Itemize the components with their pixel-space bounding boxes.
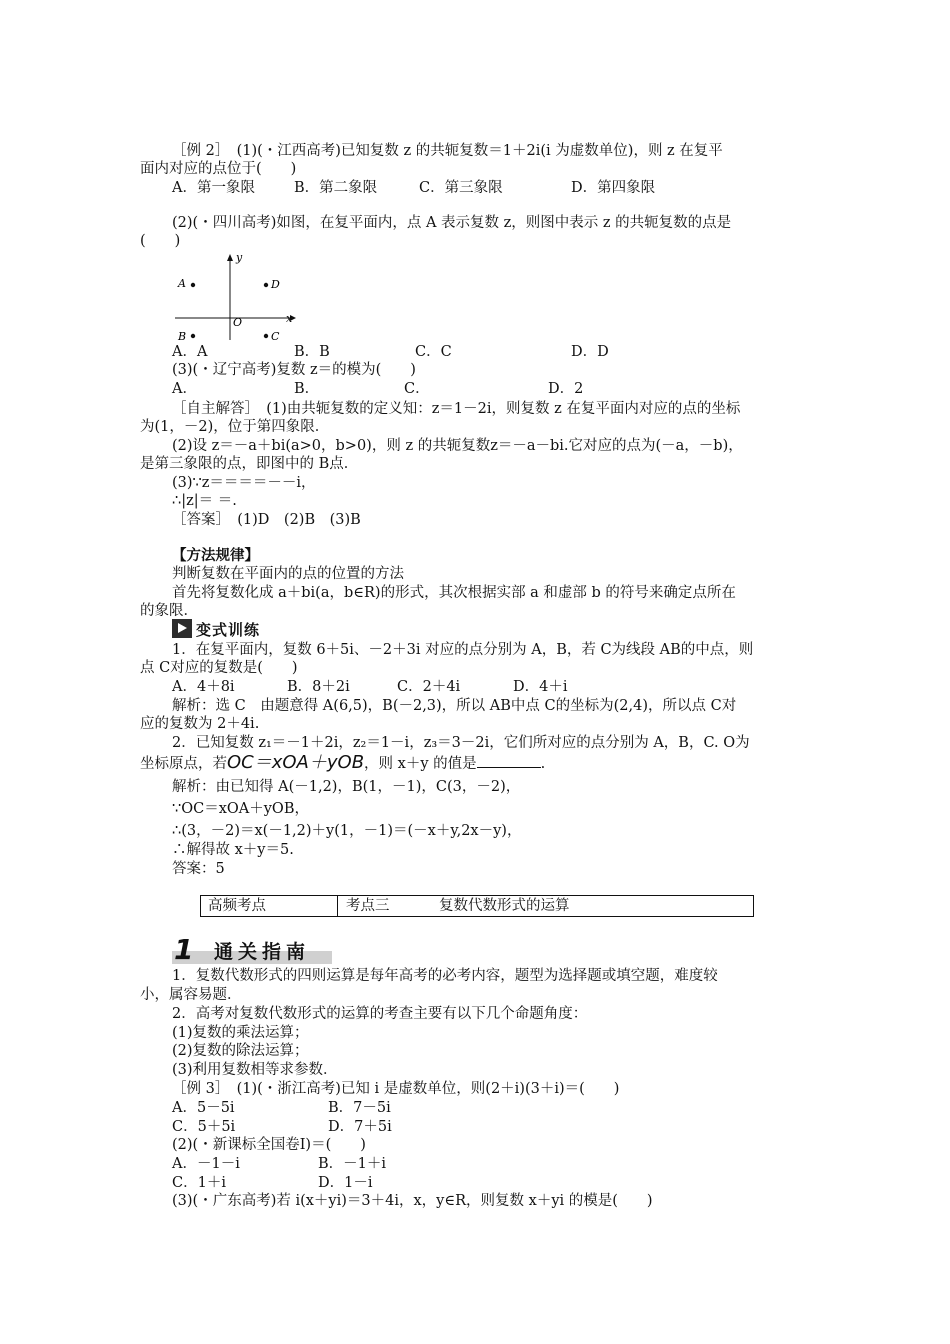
guide-number: 1 [174, 933, 194, 966]
variant-q2-solution-line1: 解析：由已知得 A(－1,2)，B(1，－1)，C(3，－2)， [172, 779, 521, 795]
q2-option-d: D．D [571, 344, 609, 360]
variant-q1-solution-line2: 应的复数为 2＋4i. [140, 716, 260, 732]
topic-table-point: 考点三 [346, 898, 390, 914]
example3-question1: ［例 3］ (1)(・浙江高考)已知 i 是虚数单位，则(2＋i)(3＋i)＝( ) [172, 1081, 620, 1097]
solution3-line2: ∴|z|＝ ＝. [172, 493, 237, 509]
variant-q2-line2 [140, 753, 545, 774]
guide-title: 通关指南 [214, 941, 311, 963]
variant-q2-end: . [540, 756, 546, 772]
variant-q1-line2: 点 C对应的复数是( ) [140, 660, 298, 676]
variant-q2-answer: 答案：5 [172, 861, 225, 877]
q2-option-a: A．A [172, 344, 208, 360]
q3-option-a: A． [172, 381, 197, 397]
variant-q1-option-b: B．8＋2i [287, 679, 350, 695]
method-line2b: 的象限． [140, 603, 198, 619]
variant-q2-solution-line4: ∴解得故 x＋y＝5. [172, 842, 294, 858]
option-c: C．第三象限 [419, 180, 503, 196]
ex3-option-b: B．7－5i [328, 1100, 391, 1116]
example2-question2-line2: ( ) [140, 233, 181, 249]
answer-blank[interactable] [477, 753, 541, 768]
option-d: D．第四象限 [571, 180, 656, 196]
example2-question3: (3)(・辽宁高考)复数 z＝的模为( ) [172, 362, 416, 378]
variant-training-title: 变式训练 [196, 621, 261, 639]
point-b-label: B [178, 330, 187, 343]
x-axis-label: x [286, 312, 293, 325]
solution2-line2: 是第三象限的点，即图中的 B点． [140, 456, 359, 472]
topic-table-topic: 复数代数形式的运算 [439, 898, 570, 914]
y-axis-label: y [236, 251, 243, 264]
example3-question2: (2)(・新课标全国卷Ⅰ)＝( ) [172, 1137, 366, 1153]
vector-equation: OC＝xOA＋yOB [227, 752, 365, 773]
play-icon [172, 619, 192, 638]
example2-question1-line1: ［例 2］ (1)(・江西高考)已知复数 z 的共轭复数＝1＋2i(i 为虚数单位)，则 z 在复平 [172, 143, 723, 159]
point-d-label: D [271, 278, 280, 291]
y-axis-arrow-icon [227, 254, 233, 261]
q3-option-d: D．2 [548, 381, 584, 397]
option-b: B．第二象限 [294, 180, 378, 196]
point-c-label: C [271, 330, 280, 343]
q3-option-b: B． [294, 381, 320, 397]
complex-plane-figure [170, 250, 300, 345]
ex3-q2-option-c: C．1＋i [172, 1175, 226, 1191]
solution3-line1: (3)∵z＝＝＝＝－－i， [172, 475, 316, 491]
method-line1: 判断复数在平面内的点的位置的方法 [172, 566, 404, 582]
guide-p1-line1: 1．复数代数形式的四则运算是每年高考的必考内容，题型为选择题或填空题，难度较 [172, 968, 718, 984]
point-c [264, 334, 268, 338]
variant-q1-option-d: D．4＋i [513, 679, 568, 695]
origin-label: O [233, 316, 243, 329]
method-title: 【方法规律】 [172, 548, 259, 564]
guide-header [172, 935, 342, 965]
solution2-line1: (2)设 z＝－a＋bi(a>0，b>0)，则 z 的共轭复数z＝－a－bi.它对应的点为(－a，－b)， [172, 438, 743, 454]
ex3-q2-option-b: B．－1＋i [318, 1156, 387, 1172]
solution1-line1: ［自主解答］ (1)由共轭复数的定义知：z＝1－2i，则复数 z 在复平面内对应的点的坐标 [172, 401, 741, 417]
variant-q1-option-c: C．2＋4i [397, 679, 461, 695]
point-a [191, 283, 195, 287]
guide-p1-line2: 小，属容易题． [140, 987, 242, 1003]
method-line2a: 首先将复数化成 a＋bi(a，b∈R)的形式，其次根据实部 a 和虚部 b 的符号来确定点所在 [172, 585, 736, 601]
ex3-option-a: A．5－5i [172, 1100, 235, 1116]
example3-question3: (3)(・广东高考)若 i(x＋yi)＝3＋4i，x，y∈R，则复数 x＋yi 的模是( ) [172, 1193, 653, 1209]
example2-question2-line1: (2)(・四川高考)如图，在复平面内，点 A 表示复数 z，则图中表示 z 的共轭复数的点是 [172, 215, 732, 231]
topic-table [200, 895, 754, 917]
guide-p3: (1)复数的乘法运算； [172, 1025, 309, 1041]
topic-table-label: 高频考点 [208, 898, 266, 914]
ex3-q2-option-a: A．－1－i [172, 1156, 240, 1172]
point-d [264, 283, 268, 287]
variant-q1-option-a: A．4＋8i [172, 679, 235, 695]
variant-q2-solution-line2: ∵OC＝xOA＋yOB， [172, 801, 309, 817]
variant-q1-line1: 1．在复平面内，复数 6＋5i、－2＋3i 对应的点分别为 A，B，若 C为线段 AB的中点，则 [172, 642, 754, 658]
ex3-option-d: D．7＋5i [328, 1119, 392, 1135]
example2-question1-line2: 面内对应的点位于( ) [140, 161, 297, 177]
solution1-line2: 为(1，－2)，位于第四象限． [140, 419, 330, 435]
guide-p5: (3)利用复数相等求参数． [172, 1062, 338, 1078]
ex3-q2-option-d: D．1－i [318, 1175, 373, 1191]
q3-option-c: C． [404, 381, 430, 397]
variant-training-header [172, 619, 272, 640]
variant-q1-solution-line1: 解析：选 C 由题意得 A(6,5)，B(－2,3)，所以 AB中点 C的坐标为(2,4)，所以点 C对 [172, 698, 737, 714]
variant-q2-solution-line3: ∴(3，－2)＝x(－1,2)＋y(1，－1)＝(－x＋y,2x－y)， [172, 823, 522, 839]
guide-p4: (2)复数的除法运算； [172, 1043, 309, 1059]
variant-q2-prefix: 坐标原点，若 [140, 756, 227, 772]
ex3-option-c: C．5＋5i [172, 1119, 236, 1135]
q2-option-b: B．B [294, 344, 330, 360]
point-b [191, 334, 195, 338]
variant-q2-suffix: ，则 x＋y 的值是 [364, 756, 477, 772]
point-a-label: A [178, 277, 186, 290]
guide-p2: 2．高考对复数代数形式的运算的考查主要有以下几个命题角度： [172, 1006, 588, 1022]
answer-line: ［答案］ (1)D (2)B (3)B [172, 512, 361, 528]
q2-option-c: C．C [415, 344, 452, 360]
variant-q2-line1: 2．已知复数 z₁＝－1＋2i，z₂＝1－i，z₃＝3－2i，它们所对应的点分别为 A，B，C. O为 [172, 735, 750, 751]
option-a: A．第一象限 [172, 180, 255, 196]
